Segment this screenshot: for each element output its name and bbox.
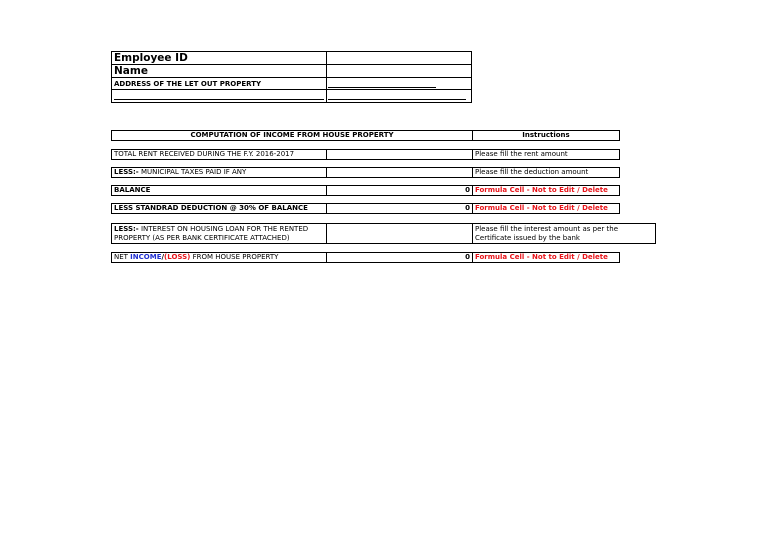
net-suffix: FROM HOUSE PROPERTY	[190, 253, 279, 261]
taxes-prefix: LESS:-	[114, 168, 139, 176]
net-income-instruction: Formula Cell - Not to Edit / Delete	[472, 252, 620, 263]
net-loss-word: (LOSS)	[164, 253, 191, 261]
net-prefix: NET	[114, 253, 131, 261]
employee-info-block	[111, 51, 472, 103]
address-input-line2-left[interactable]	[111, 89, 327, 103]
rent-instruction: Please fill the rent amount	[472, 149, 620, 160]
address-input-line2-right[interactable]	[326, 89, 472, 103]
balance-instruction: Formula Cell - Not to Edit / Delete	[472, 185, 620, 196]
net-slash: /	[161, 253, 165, 261]
taxes-label	[111, 167, 327, 178]
deduction-value: 0	[326, 203, 473, 214]
net-income-word: INCOME	[130, 253, 162, 261]
deduction-label: LESS STANDRAD DEDUCTION @ 30% OF BALANCE	[111, 203, 327, 214]
taxes-value-input[interactable]	[326, 167, 473, 178]
interest-instruction-line2: Certificate issued by the bank	[475, 234, 580, 242]
interest-value-input[interactable]	[326, 223, 473, 244]
rent-value-input[interactable]	[326, 149, 473, 160]
interest-instruction-line1: Please fill the interest amount as per the	[475, 225, 618, 233]
interest-label	[111, 223, 327, 244]
employee-id-label: Employee ID	[111, 51, 327, 65]
net-income-value: 0	[326, 252, 473, 263]
computation-header: COMPUTATION OF INCOME FROM HOUSE PROPERTY	[111, 130, 473, 141]
interest-label-line1: INTEREST ON HOUSING LOAN FOR THE RENTED	[138, 225, 309, 233]
address-label: ADDRESS OF THE LET OUT PROPERTY	[114, 80, 262, 88]
name-label: Name	[111, 64, 327, 78]
taxes-instruction: Please fill the deduction amount	[472, 167, 620, 178]
interest-label-line2: PROPERTY (AS PER BANK CERTIFICATE ATTACHED)	[114, 234, 290, 242]
taxes-label-text: MUNICIPAL TAXES PAID IF ANY	[138, 168, 247, 176]
interest-instruction	[472, 223, 656, 244]
name-input[interactable]	[326, 64, 472, 78]
interest-prefix: LESS:-	[114, 225, 139, 233]
net-income-label	[111, 252, 327, 263]
employee-id-input[interactable]	[326, 51, 472, 65]
balance-value: 0	[326, 185, 473, 196]
instructions-header: Instructions	[472, 130, 620, 141]
balance-label: BALANCE	[111, 185, 327, 196]
rent-label: TOTAL RENT RECEIVED DURING THE F.Y. 2016-2017	[111, 149, 327, 160]
deduction-instruction: Formula Cell - Not to Edit / Delete	[472, 203, 620, 214]
